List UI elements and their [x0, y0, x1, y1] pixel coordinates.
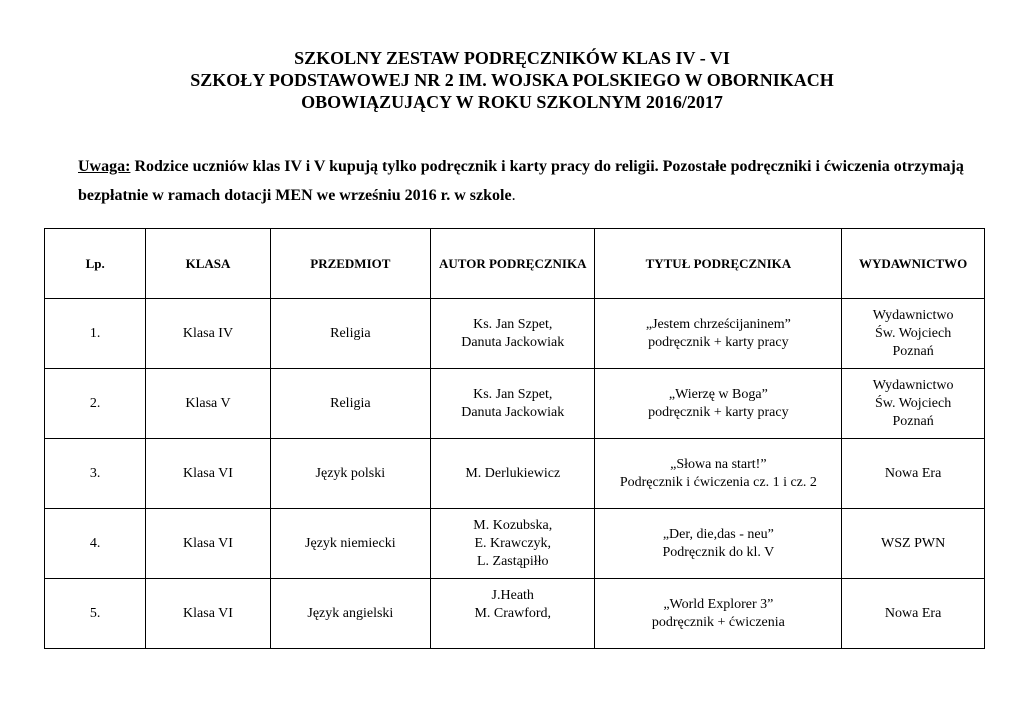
cell-lp: 3.	[45, 439, 146, 509]
cell-lp: 5.	[45, 579, 146, 649]
title-line-2: SZKOŁY PODSTAWOWEJ NR 2 IM. WOJSKA POLSKIEGO W OBORNIKACH	[190, 70, 834, 90]
cell-autor-line: M. Derlukiewicz	[465, 465, 561, 481]
note-label: Uwaga:	[78, 158, 131, 175]
cell-wydawnictwo	[842, 369, 985, 439]
header-autor: AUTOR PODRĘCZNIKA	[431, 229, 595, 299]
cell-tytul	[595, 299, 842, 369]
cell-wydawnictwo	[842, 509, 985, 579]
title-line-3: OBOWIĄZUJĄCY W ROKU SZKOLNYM 2016/2017	[301, 92, 723, 112]
cell-lp: 1.	[45, 299, 146, 369]
cell-przedmiot: Język polski	[270, 439, 430, 509]
cell-autor-line: M. Kozubska,	[473, 517, 553, 533]
cell-autor-line: L. Zastąpiłło	[476, 553, 549, 569]
cell-przedmiot: Język angielski	[270, 579, 430, 649]
cell-tytul	[595, 439, 842, 509]
table-body	[45, 299, 985, 649]
header-wydawnictwo: WYDAWNICTWO	[842, 229, 985, 299]
cell-autor-line: J.Heath	[491, 587, 534, 603]
cell-autor	[431, 439, 595, 509]
table-row	[45, 369, 985, 439]
cell-autor	[431, 299, 595, 369]
header-klasa: KLASA	[146, 229, 270, 299]
cell-tytul-line: „Jestem chrześcijaninem”	[645, 316, 791, 332]
cell-wydawnictwo-line: Poznań	[892, 343, 934, 359]
cell-wydawnictwo	[842, 579, 985, 649]
cell-wydawnictwo-line: Św. Wojciech	[874, 325, 952, 341]
cell-autor-line: Danuta Jackowiak	[461, 404, 565, 420]
header-lp: Lp.	[45, 229, 146, 299]
table-row	[45, 509, 985, 579]
table-row	[45, 579, 985, 649]
cell-tytul-line: „Słowa na start!”	[670, 456, 767, 472]
cell-lp: 4.	[45, 509, 146, 579]
cell-przedmiot: Religia	[270, 299, 430, 369]
cell-klasa: Klasa VI	[146, 509, 270, 579]
textbook-table	[44, 228, 985, 649]
title-line-1: SZKOLNY ZESTAW PODRĘCZNIKÓW KLAS IV - VI	[294, 48, 730, 68]
cell-autor-line: M. Crawford,	[474, 605, 552, 621]
cell-wydawnictwo-line: Wydawnictwo	[872, 307, 954, 323]
cell-klasa: Klasa VI	[146, 579, 270, 649]
note-end: .	[511, 187, 516, 204]
table-header-row	[45, 229, 985, 299]
note-paragraph	[78, 152, 978, 210]
cell-autor	[431, 579, 595, 649]
cell-przedmiot: Język niemiecki	[270, 509, 430, 579]
cell-wydawnictwo-line: Nowa Era	[884, 465, 942, 481]
note-text: Rodzice uczniów klas IV i V kupują tylko podręcznik i karty pracy do religii. Pozostałe podręczniki i ćwiczenia otrzymają bezpłatnie w ramach dotacji MEN we wrześniu 2016 r. w szkole	[78, 158, 964, 204]
cell-tytul-line: podręcznik + ćwiczenia	[651, 614, 785, 630]
cell-wydawnictwo	[842, 299, 985, 369]
cell-tytul	[595, 369, 842, 439]
cell-wydawnictwo-line: Poznań	[892, 413, 934, 429]
document-title	[0, 47, 1024, 113]
table-row	[45, 299, 985, 369]
cell-tytul	[595, 579, 842, 649]
header-przedmiot: PRZEDMIOT	[270, 229, 430, 299]
cell-klasa: Klasa VI	[146, 439, 270, 509]
cell-autor-line: Danuta Jackowiak	[461, 334, 565, 350]
cell-tytul-line: Podręcznik do kl. V	[662, 544, 775, 560]
cell-tytul-line: Podręcznik i ćwiczenia cz. 1 i cz. 2	[619, 474, 817, 490]
cell-tytul-line: „Wierzę w Boga”	[668, 386, 768, 402]
table-row	[45, 439, 985, 509]
cell-autor-line	[431, 623, 594, 641]
cell-autor-line: Ks. Jan Szpet,	[473, 386, 553, 402]
cell-przedmiot: Religia	[270, 369, 430, 439]
cell-lp: 2.	[45, 369, 146, 439]
cell-tytul-line: „Der, die,das - neu”	[662, 526, 774, 542]
cell-autor	[431, 369, 595, 439]
cell-wydawnictwo-line: WSZ PWN	[881, 535, 946, 551]
cell-autor-line: Ks. Jan Szpet,	[473, 316, 553, 332]
cell-wydawnictwo-line: Wydawnictwo	[872, 377, 954, 393]
cell-autor-line: E. Krawczyk,	[474, 535, 552, 551]
cell-wydawnictwo	[842, 439, 985, 509]
cell-wydawnictwo-line: Św. Wojciech	[874, 395, 952, 411]
header-tytul: TYTUŁ PODRĘCZNIKA	[595, 229, 842, 299]
cell-klasa: Klasa IV	[146, 299, 270, 369]
cell-tytul	[595, 509, 842, 579]
cell-tytul-line: podręcznik + karty pracy	[648, 334, 789, 350]
cell-tytul-line: podręcznik + karty pracy	[648, 404, 789, 420]
cell-wydawnictwo-line: Nowa Era	[884, 605, 942, 621]
cell-klasa: Klasa V	[146, 369, 270, 439]
cell-tytul-line: „World Explorer 3”	[663, 596, 774, 612]
cell-autor	[431, 509, 595, 579]
